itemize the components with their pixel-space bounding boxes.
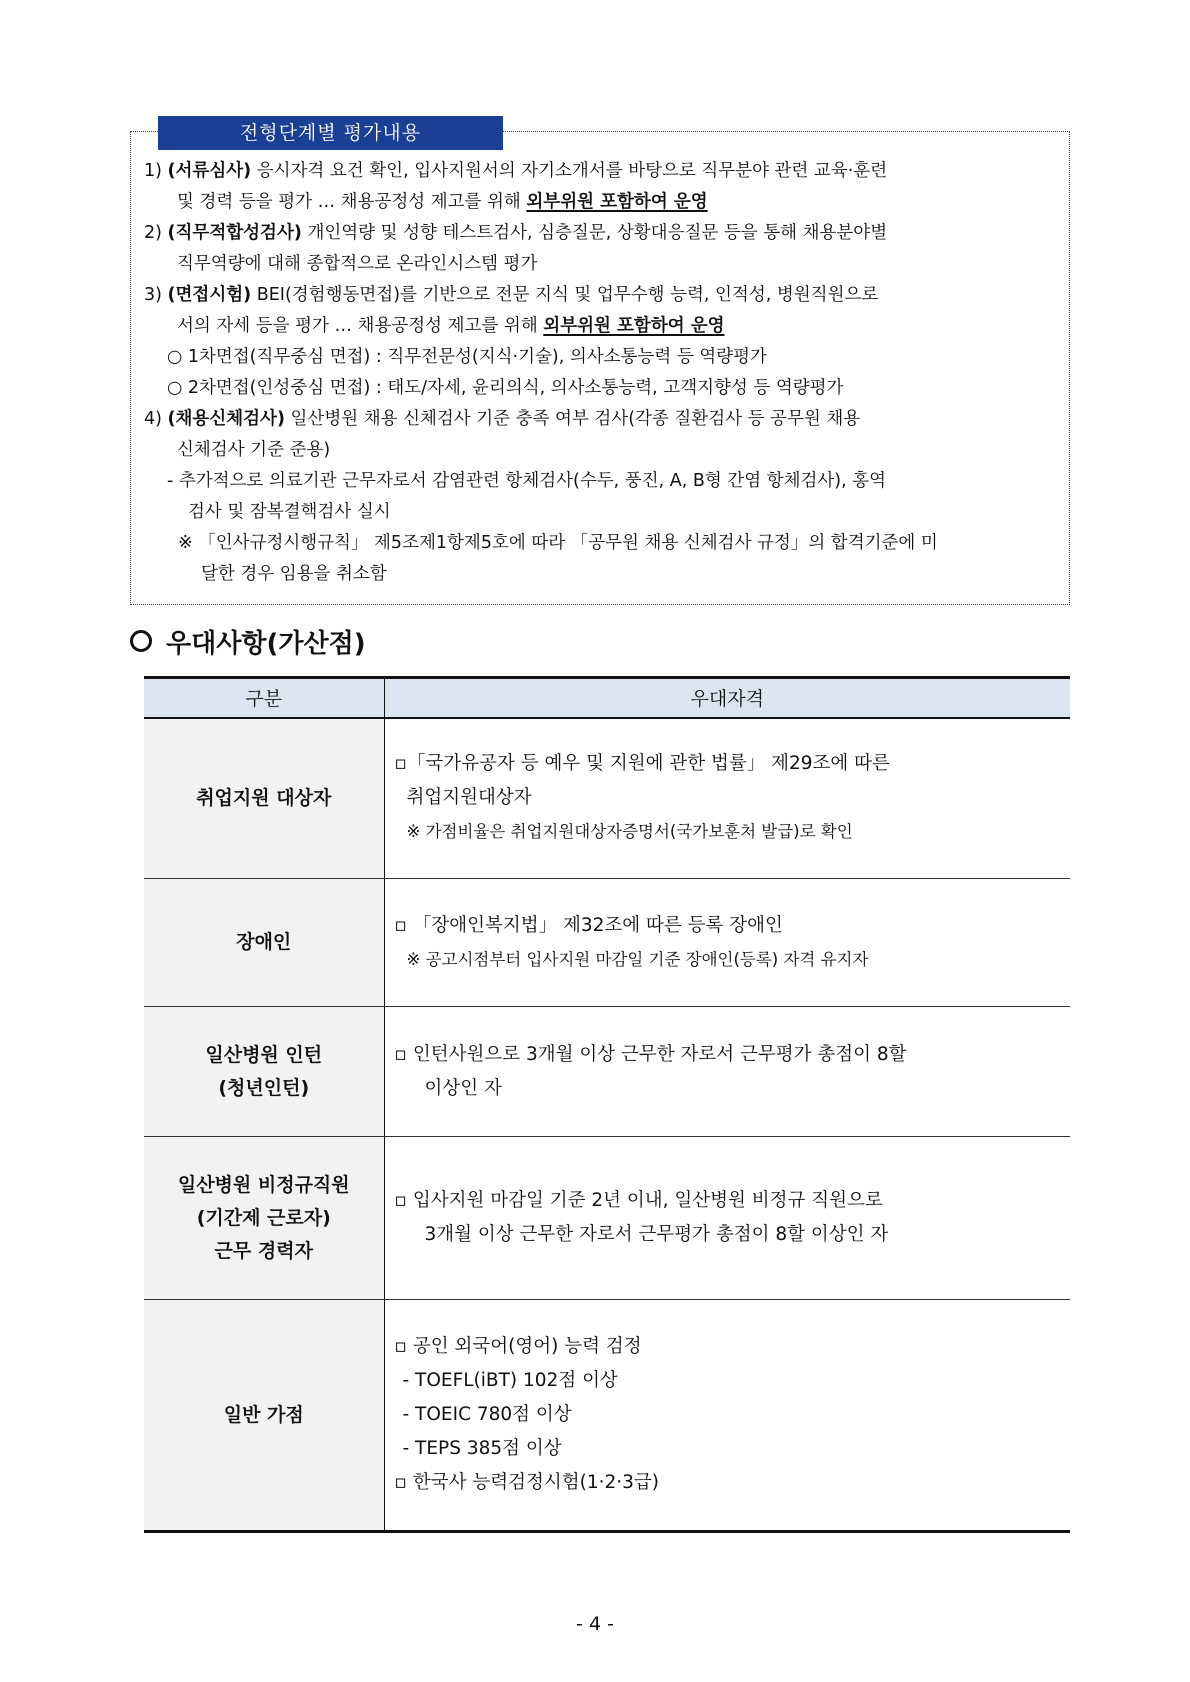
qualification-cell: ▫ 공인 외국어(영어) 능력 검정 - TOEFL(iBT) 102점 이상 - TOEIC 780점 이상 - TEPS 385점 이상 ▫ 한국사 능력검정시험(1·2·3급) — [384, 1300, 1070, 1532]
qualification-cell: ▫ 인턴사원으로 3개월 이상 근무한 자로서 근무평가 총점이 8할 이상인 자 — [384, 1007, 1070, 1137]
emphasis-external-members: 외부위원 포함하여 운영 — [526, 192, 708, 212]
medical-exam-additional: - 추가적으로 의료기관 근무자로서 감염관련 항체검사(수두, 풍진, A, B형 간염 항체검사), 홍역 — [167, 471, 887, 491]
qualification-cell: ▫ 입사지원 마감일 기준 2년 이내, 일산병원 비정규 직원으로 3개월 이상 근무한 자로서 근무평가 총점이 8할 이상인 자 — [384, 1137, 1070, 1300]
evaluation-box-title: 전형단계별 평가내용 — [158, 116, 503, 150]
table-row — [144, 718, 1070, 879]
section-heading-text: 우대사항(가산점) — [166, 628, 366, 659]
eval-item-medical-exam: 4) (채용신체검사) 일산병원 채용 신체검사 기준 충족 여부 검사(각종 질환검사 등 공무원 채용 — [144, 409, 861, 429]
eval-item-interview: 3) (면접시험) BEI(경험행동면접)를 기반으로 전문 지식 및 업무수행 능력, 인적성, 병원직원으로 — [144, 285, 879, 305]
category-cell: 취업지원 대상자 — [144, 718, 384, 879]
category-cell: 일반 가점 — [144, 1300, 384, 1532]
qualification-cell: ▫「국가유공자 등 예우 및 지원에 관한 법률」 제29조에 따른 취업지원대상자 ※ 가점비율은 취업지원대상자증명서(국가보훈처 발급)로 확인 — [384, 718, 1070, 879]
table-row — [144, 1137, 1070, 1300]
qualification-cell: ▫ 「장애인복지법」 제32조에 따른 등록 장애인 ※ 공고시점부터 입사지원 마감일 기준 장애인(등록) 자격 유지자 — [384, 879, 1070, 1007]
interview-second-round: ○ 2차면접(인성중심 면접) : 태도/자세, 윤리의식, 의사소통능력, 고객지향성 등 역량평가 — [167, 378, 844, 398]
preference-table — [144, 676, 1070, 1533]
evaluation-list: 1) (서류심사) 응시자격 요건 확인, 입사지원서의 자기소개서를 바탕으로 직무분야 관련 교육·훈련 및 경력 등을 평가 … 채용공정성 제고를 위해 외부위원 포함하여 운영 2) (직무적합성검사) 개인역량 및 성향 테스트검사, 심층질문, 상황대응질문 등을 통해 채용분야별 직무역량에 대해 종합적으로 온라인시스템 평가 3) (면접시험) BEI(경험행동면접)를 기반으로 전문 지식 및 업무수행 능력, 인적성, 병원직원으로 서의 자세 등을 평가 … 채용공정성 제고를 위해 외부위원 포함하여 운영 ○ 1차면접(직무중심 면접) : 직무전문성(지식·기술), 의사소통능력 등 역량평가 ○ 2차면접(인성중심 면접) : 태도/자세, 윤리의식, 의사소통능력, 고객지향성 등 역량평가 4) (채용신체검사) 일산병원 채용 신체검사 기준 충족 여부 검사(각종 질환검사 등 공무원 채용 신체검사 기준 준용) - 추가적으로 의료기관 근무자로서 감염관련 항체검사(수두, 풍진, A, B형 간염 항체검사), 홍역 검사 및 잠복결핵검사 실시 ※ 「인사규정시행규칙」 제5조제1항제5호에 따라 「공무원 채용 신체검사 규정」의 합격기준에 미 달한 경우 임용을 취소함 — [144, 156, 1059, 590]
page-number: - 4 - — [576, 1613, 614, 1635]
column-header-qualification: 우대자격 — [384, 678, 1070, 718]
interview-first-round: ○ 1차면접(직무중심 면접) : 직무전문성(지식·기술), 의사소통능력 등 역량평가 — [167, 347, 767, 367]
category-cell: 일산병원 인턴 (청년인턴) — [144, 1007, 384, 1137]
table-row — [144, 879, 1070, 1007]
eval-item-aptitude-test: 2) (직무적합성검사) 개인역량 및 성향 테스트검사, 심층질문, 상황대응질문 등을 통해 채용분야별 — [144, 223, 888, 243]
table-header-row — [144, 678, 1070, 718]
table-row — [144, 1007, 1070, 1137]
emphasis-external-members: 외부위원 포함하여 운영 — [543, 316, 725, 336]
category-cell: 장애인 — [144, 879, 384, 1007]
eval-item-document-review: 1) (서류심사) 응시자격 요건 확인, 입사지원서의 자기소개서를 바탕으로 직무분야 관련 교육·훈련 — [144, 161, 888, 181]
circle-bullet-icon — [130, 630, 152, 652]
category-cell: 일산병원 비정규직원 (기간제 근로자) 근무 경력자 — [144, 1137, 384, 1300]
table-row — [144, 1300, 1070, 1532]
column-header-category: 구분 — [144, 678, 384, 718]
section-heading — [130, 621, 366, 661]
medical-exam-note: ※ 「인사규정시행규칙」 제5조제1항제5호에 따라 「공무원 채용 신체검사 규정」의 합격기준에 미 — [178, 533, 938, 553]
